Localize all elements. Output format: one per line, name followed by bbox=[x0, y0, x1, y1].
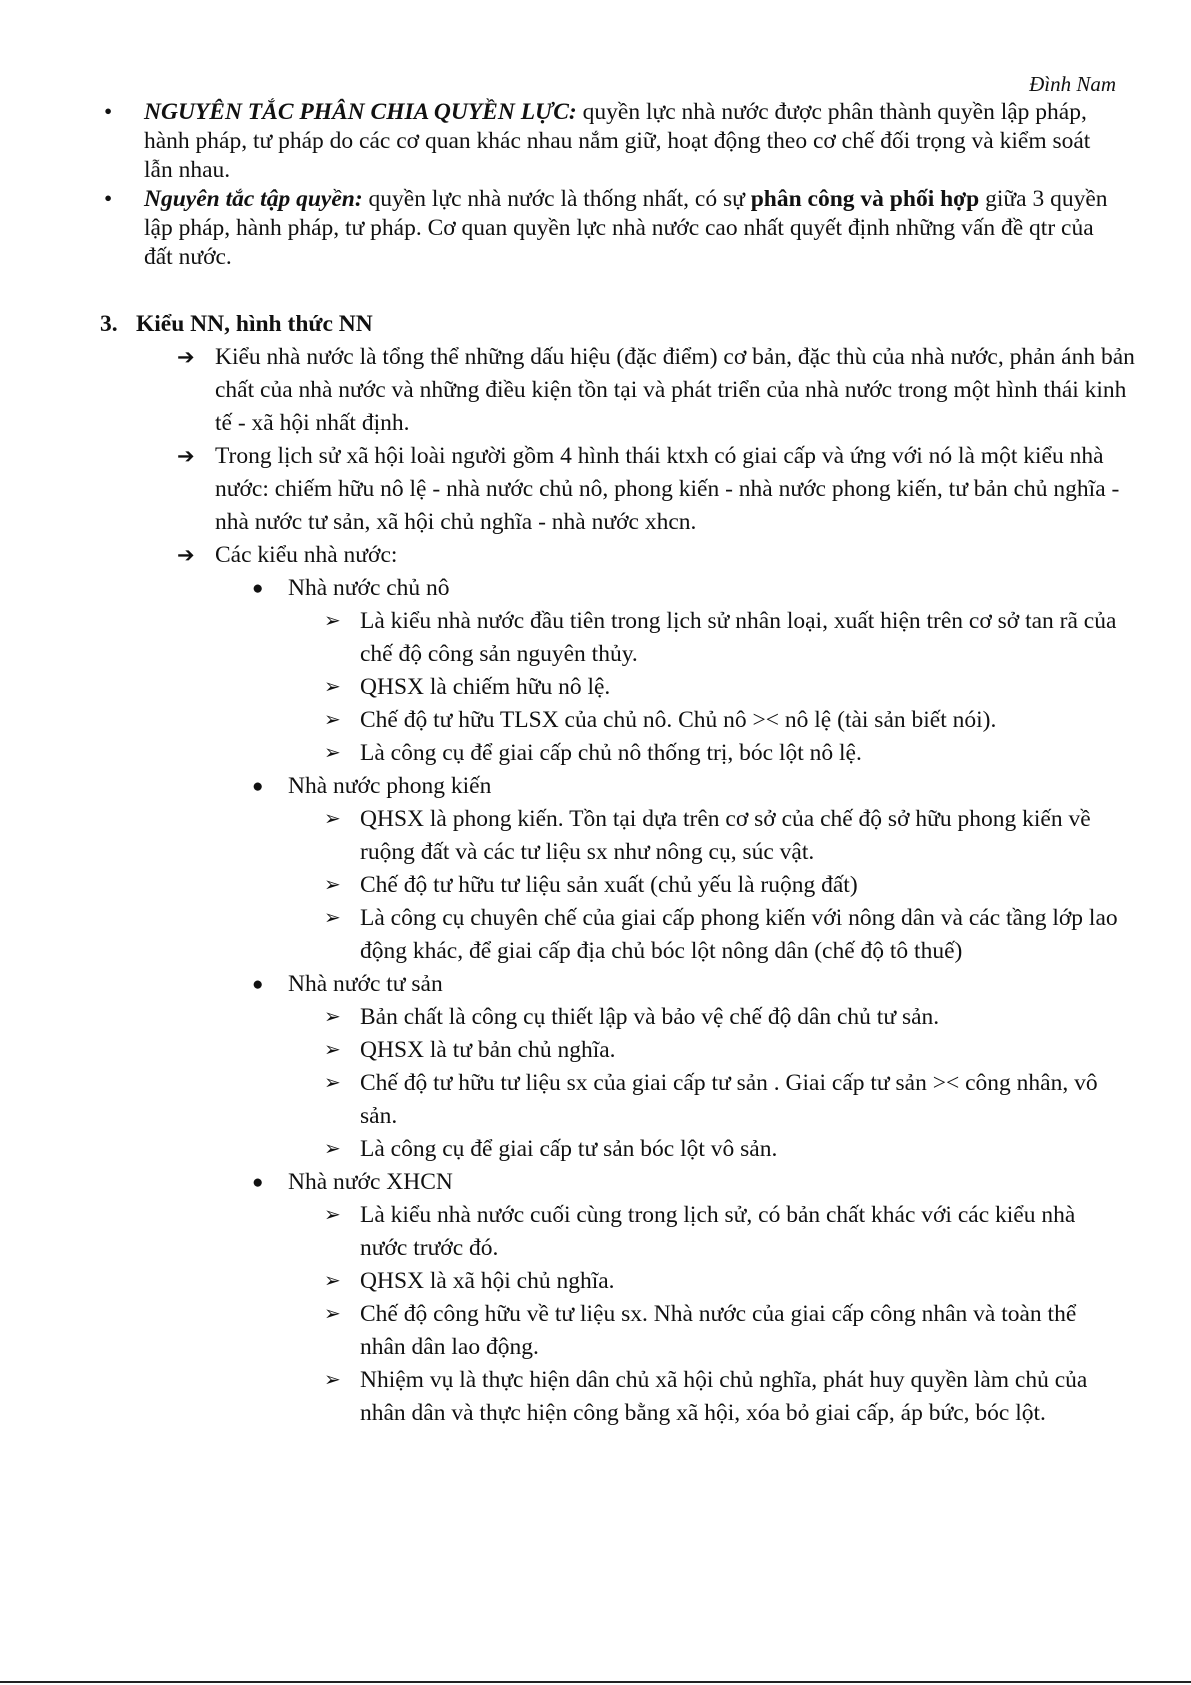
point-text: Là kiểu nhà nước đầu tiên trong lịch sử nhân loại, xuất hiện trên cơ sở tan rã của chế độ công sản nguyên thủy. bbox=[360, 608, 1117, 667]
state-type-item bbox=[100, 968, 1110, 1001]
footer-divider bbox=[0, 1681, 1191, 1683]
state-type-name: Nhà nước phong kiến bbox=[288, 773, 492, 799]
state-type-point bbox=[100, 803, 1120, 869]
bullet-dot-icon: ● bbox=[252, 974, 264, 995]
arrow-item bbox=[100, 341, 1135, 440]
principle-title: NGUYÊN TẮC PHÂN CHIA QUYỀN LỰC: bbox=[144, 99, 577, 125]
state-type-item bbox=[100, 572, 1110, 605]
principle-title: Nguyên tắc tập quyền: bbox=[144, 186, 363, 212]
arrowhead-bullet-icon: ➢ bbox=[324, 742, 341, 764]
state-type-item bbox=[100, 770, 1110, 803]
point-text: Chế độ công hữu về tư liệu sx. Nhà nước của giai cấp công nhân và toàn thể nhân dân lao động. bbox=[360, 1301, 1077, 1360]
state-type-point bbox=[100, 704, 1120, 737]
state-type-name: Nhà nước chủ nô bbox=[288, 575, 450, 601]
arrowhead-bullet-icon: ➢ bbox=[324, 1270, 341, 1292]
section-state-types bbox=[100, 308, 1135, 1430]
arrow-list bbox=[100, 341, 1135, 1430]
arrowhead-bullet-icon: ➢ bbox=[324, 610, 341, 632]
state-type-point bbox=[100, 1001, 1120, 1034]
bullet-icon: • bbox=[104, 99, 113, 125]
arrow-item bbox=[100, 440, 1135, 539]
section-title: Kiểu NN, hình thức NN bbox=[136, 311, 373, 337]
principle-centralization bbox=[100, 185, 1110, 272]
point-text: Chế độ tư hữu tư liệu sản xuất (chủ yếu là ruộng đất) bbox=[360, 872, 858, 898]
section-number: 3. bbox=[100, 311, 118, 337]
point-text: Chế độ tư hữu tư liệu sx của giai cấp tư sản . Giai cấp tư sản >< công nhân, vô sản. bbox=[360, 1070, 1098, 1129]
arrowhead-bullet-icon: ➢ bbox=[324, 1006, 341, 1028]
arrowhead-bullet-icon: ➢ bbox=[324, 709, 341, 731]
state-type-point bbox=[100, 1199, 1120, 1265]
state-type-point bbox=[100, 869, 1120, 902]
arrowhead-bullet-icon: ➢ bbox=[324, 1369, 341, 1391]
state-type-item bbox=[100, 1166, 1110, 1199]
principles-list bbox=[100, 98, 1110, 272]
arrow-item bbox=[100, 539, 1135, 572]
arrow-text: Trong lịch sử xã hội loài người gồm 4 hình thái ktxh có giai cấp và ứng với nó là một kiểu nhà nước: chiếm hữu nô lệ - nhà nước chủ nô, phong kiến - nhà nước phong kiến, tư bản chủ nghĩa - nhà nước tư sản, xã hội chủ nghĩa - nhà nước xhcn. bbox=[215, 443, 1120, 535]
state-type-point bbox=[100, 1298, 1120, 1364]
point-text: QHSX là tư bản chủ nghĩa. bbox=[360, 1037, 616, 1063]
principle-text: giữa 3 quyền lập pháp, hành pháp, tư pháp. Cơ quan quyền lực nhà nước cao nhất quyết định những vấn đề qtr của đất nước. bbox=[144, 186, 1108, 270]
arrowhead-bullet-icon: ➢ bbox=[324, 676, 341, 698]
arrowhead-bullet-icon: ➢ bbox=[324, 1138, 341, 1160]
arrowhead-bullet-icon: ➢ bbox=[324, 874, 341, 896]
point-text: QHSX là xã hội chủ nghĩa. bbox=[360, 1268, 615, 1294]
right-arrow-icon: ➔ bbox=[177, 345, 195, 369]
section-heading bbox=[100, 308, 1110, 341]
author-header: Đình Nam bbox=[1029, 72, 1116, 96]
arrow-text: Các kiểu nhà nước: bbox=[215, 542, 398, 568]
principle-emphasis: phân công và phối hợp bbox=[750, 186, 980, 212]
arrowhead-bullet-icon: ➢ bbox=[324, 1039, 341, 1061]
state-type-point bbox=[100, 1133, 1120, 1166]
right-arrow-icon: ➔ bbox=[177, 543, 195, 567]
arrowhead-bullet-icon: ➢ bbox=[324, 808, 341, 830]
state-type-point bbox=[100, 737, 1120, 770]
point-text: Bản chất là công cụ thiết lập và bảo vệ chế độ dân chủ tư sản. bbox=[360, 1004, 940, 1030]
state-type-point bbox=[100, 605, 1120, 671]
bullet-icon: • bbox=[104, 186, 113, 212]
point-text: Là công cụ chuyên chế của giai cấp phong kiến với nông dân và các tầng lớp lao động khác, để giai cấp địa chủ bóc lột nông dân (chế độ tô thuế) bbox=[360, 905, 1118, 964]
point-text: Là công cụ để giai cấp tư sản bóc lột vô sản. bbox=[360, 1136, 778, 1162]
state-type-point bbox=[100, 902, 1120, 968]
arrowhead-bullet-icon: ➢ bbox=[324, 1072, 341, 1094]
principle-text: quyền lực nhà nước được phân thành quyền lập pháp, hành pháp, tư pháp do các cơ quan khác nhau nắm giữ, hoạt động theo cơ chế đối trọng và kiểm soát lẫn nhau. bbox=[144, 99, 1091, 183]
bullet-dot-icon: ● bbox=[252, 1172, 264, 1193]
point-text: QHSX là chiếm hữu nô lệ. bbox=[360, 674, 611, 700]
state-type-point bbox=[100, 671, 1120, 704]
point-text: Chế độ tư hữu TLSX của chủ nô. Chủ nô >< nô lệ (tài sản biết nói). bbox=[360, 707, 997, 733]
right-arrow-icon: ➔ bbox=[177, 444, 195, 468]
arrowhead-bullet-icon: ➢ bbox=[324, 1204, 341, 1226]
arrow-text: Kiểu nhà nước là tổng thể những dấu hiệu (đặc điểm) cơ bản, đặc thù của nhà nước, phản ánh bản chất của nhà nước và những điều kiện tồn tại và phát triển của nhà nước trong một hình thái kinh tế - xã hội nhất định. bbox=[215, 344, 1135, 436]
arrowhead-bullet-icon: ➢ bbox=[324, 1303, 341, 1325]
point-text: Nhiệm vụ là thực hiện dân chủ xã hội chủ nghĩa, phát huy quyền làm chủ của nhân dân và thực hiện công bằng xã hội, xóa bỏ giai cấp, áp bức, bóc lột. bbox=[360, 1367, 1088, 1426]
point-text: Là công cụ để giai cấp chủ nô thống trị, bóc lột nô lệ. bbox=[360, 740, 862, 766]
point-text: QHSX là phong kiến. Tồn tại dựa trên cơ sở của chế độ sở hữu phong kiến về ruộng đất và các tư liệu sx như nông cụ, súc vật. bbox=[360, 806, 1091, 865]
state-type-point bbox=[100, 1265, 1120, 1298]
state-type-name: Nhà nước XHCN bbox=[288, 1169, 453, 1195]
state-type-point bbox=[100, 1364, 1120, 1430]
state-type-point bbox=[100, 1034, 1120, 1067]
state-type-point bbox=[100, 1067, 1120, 1133]
arrowhead-bullet-icon: ➢ bbox=[324, 907, 341, 929]
bullet-dot-icon: ● bbox=[252, 578, 264, 599]
point-text: Là kiểu nhà nước cuối cùng trong lịch sử, có bản chất khác với các kiểu nhà nước trước đó. bbox=[360, 1202, 1076, 1261]
principle-text: quyền lực nhà nước là thống nhất, có sự bbox=[362, 186, 751, 212]
state-type-name: Nhà nước tư sản bbox=[288, 971, 443, 997]
principle-separation bbox=[100, 98, 1110, 185]
bullet-dot-icon: ● bbox=[252, 776, 264, 797]
